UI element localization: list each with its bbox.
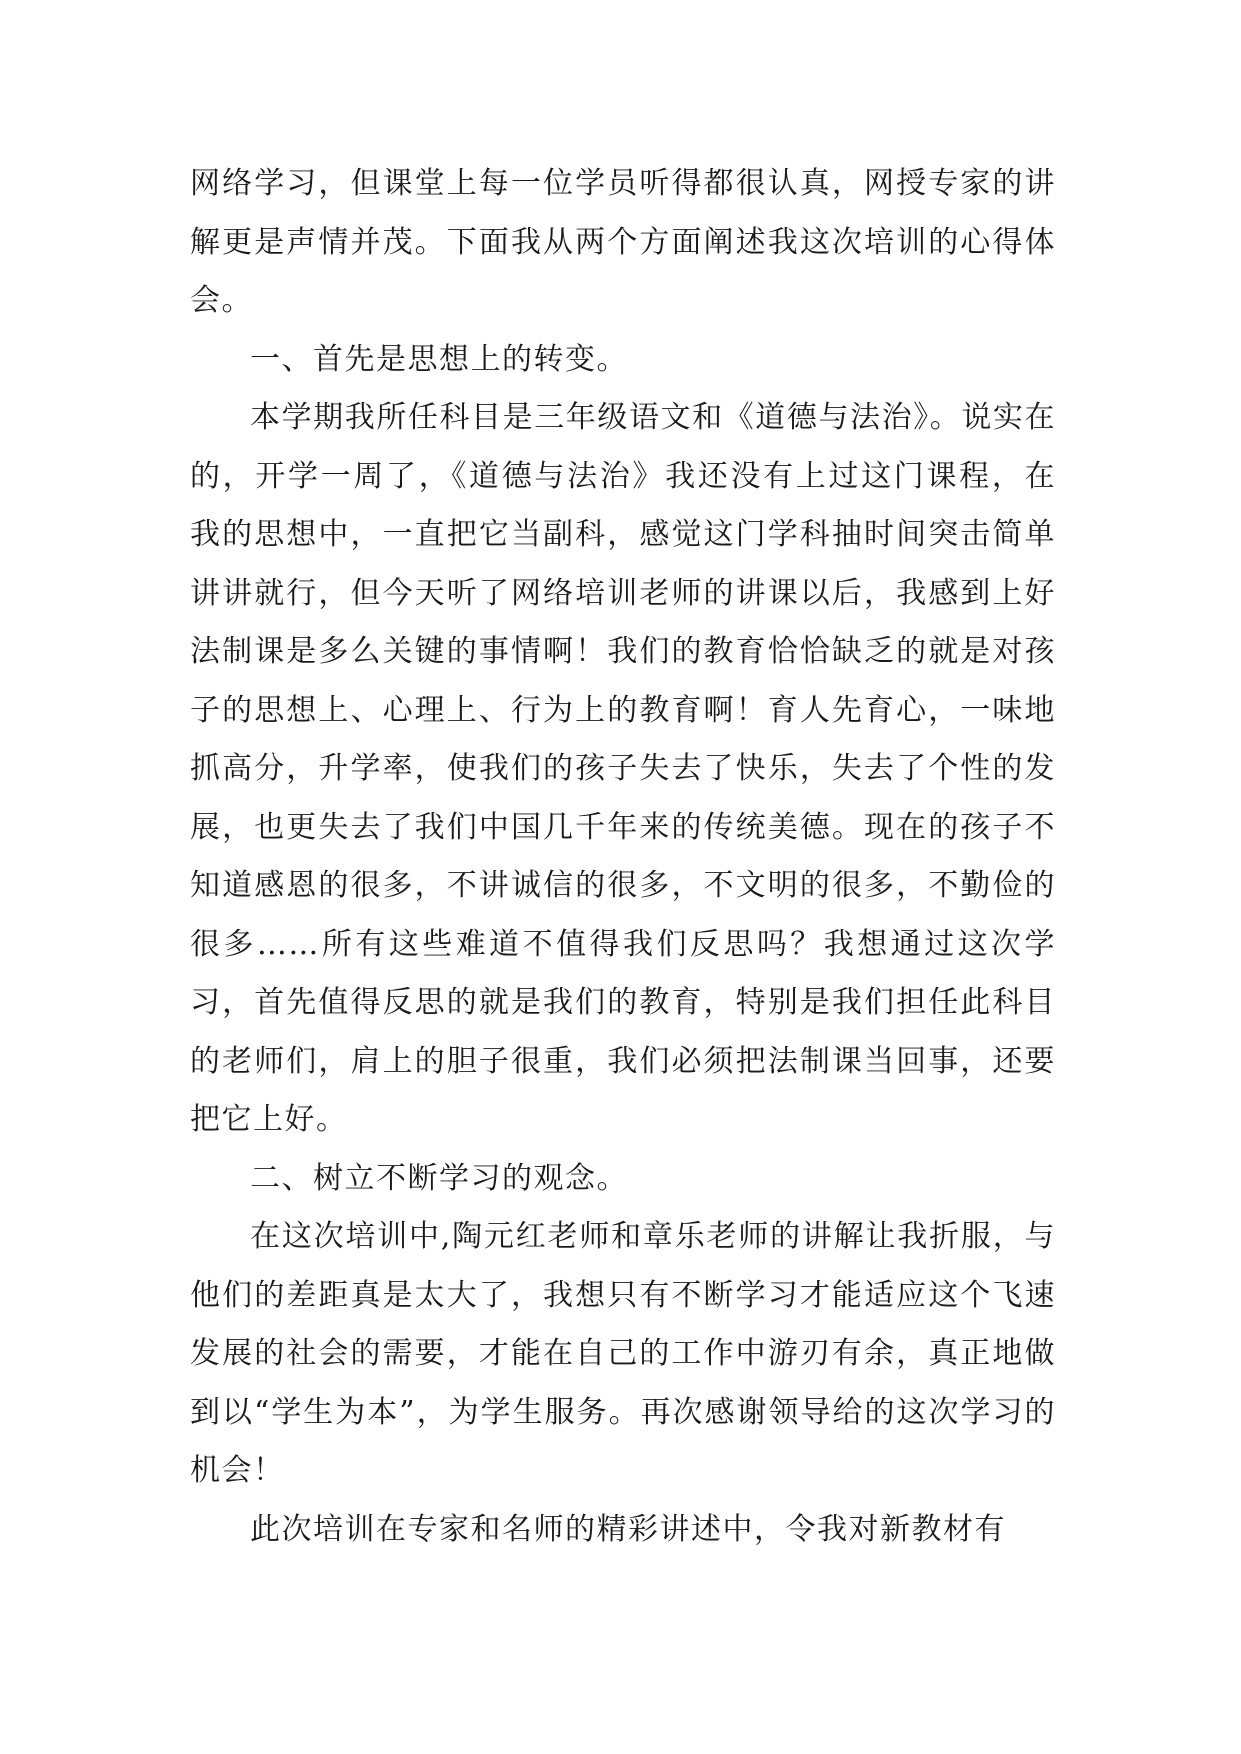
section-heading-thought-change: 一、首先是思想上的转变。 <box>250 341 628 377</box>
section-heading-continuous-learning: 二、树立不断学习的观念。 <box>250 1160 628 1196</box>
document-body <box>190 155 1056 1559</box>
paragraph-continued-intro: 网络学习，但课堂上每一位学员听得都很认真，网授专家的讲解更是声情并茂。下面我从两个方面阐述我这次培训的心得体会。 <box>190 166 1056 318</box>
paragraph-continuous-learning: 在这次培训中,陶元红老师和章乐老师的讲解让我折服，与他们的差距真是太大了，我想只有不断学习才能适应这个飞速发展的社会的需要，才能在自己的工作中游刃有余，真正地做到以“学生为本”，为学生服务。再次感谢领导给的这次学习的机会！ <box>190 1219 1056 1488</box>
paragraph-closing: 此次培训在专家和名师的精彩讲述中，令我对新教材有 <box>250 1511 1006 1547</box>
paragraph-thought-change: 本学期我所任科目是三年级语文和《道德与法治》。说实在的，开学一周了，《道德与法治》我还没有上过这门课程，在我的思想中，一直把它当副科，感觉这门学科抽时间突击简单讲讲就行，但今天听了网络培训老师的讲课以后，我感到上好法制课是多么关键的事情啊！我们的教育恰恰缺乏的就是对孩子的思想上、心理上、行为上的教育啊！育人先育心，一味地抓高分，升学率，使我们的孩子失去了快乐，失去了个性的发展，也更失去了我们中国几千年来的传统美德。现在的孩子不知道感恩的很多，不讲诚信的很多，不文明的很多，不勤俭的很多……所有这些难道不值得我们反思吗？我想通过这次学习，首先值得反思的就是我们的教育，特别是我们担任此科目的老师们，肩上的胆子很重，我们必须把法制课当回事，还要把它上好。 <box>190 400 1056 1137</box>
